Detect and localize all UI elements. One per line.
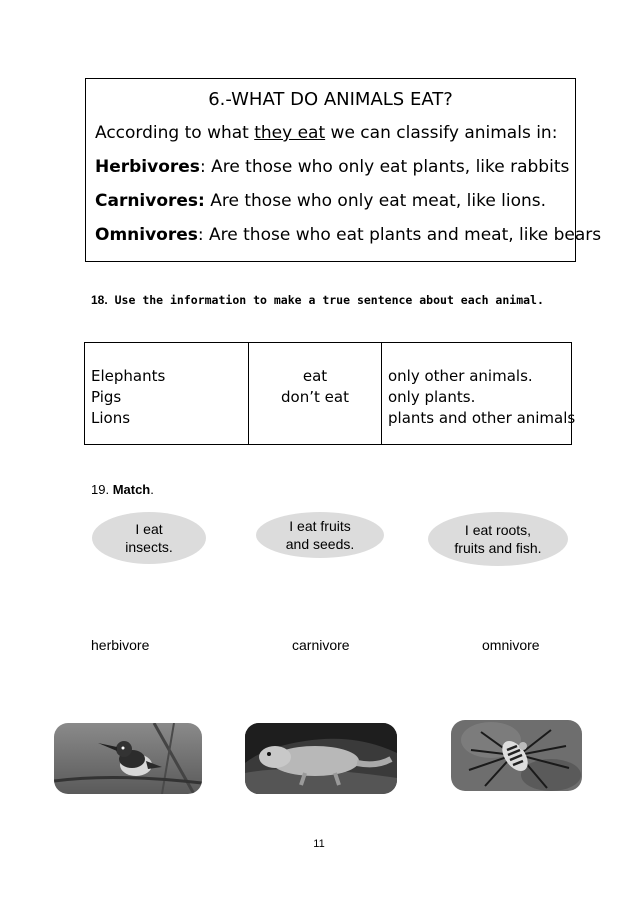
label-herbivore: herbivore	[91, 637, 150, 653]
exercise-19-instruction	[91, 482, 154, 497]
bubble-insects	[92, 512, 206, 564]
animal-item: Lions	[91, 409, 131, 427]
intro-underlined: they eat	[254, 123, 326, 143]
info-box	[85, 78, 602, 262]
bubble-line: I eat fruits	[289, 518, 351, 534]
exercise-19-end: .	[150, 482, 154, 497]
exercise-18-instruction	[91, 293, 544, 307]
food-item: plants and other animals	[388, 409, 576, 427]
label-omnivore: omnivore	[482, 637, 540, 653]
info-title: 6.-WHAT DO ANIMALS EAT?	[208, 89, 453, 110]
herbivores-text: : Are those who only eat plants, like rabbits	[199, 157, 570, 177]
animal-item: Elephants	[91, 367, 166, 385]
kingfisher-photo	[54, 723, 202, 794]
info-intro	[95, 123, 557, 143]
carnivores-line	[95, 191, 546, 211]
carnivores-term: Carnivores:	[95, 191, 205, 211]
label-carnivore: carnivore	[292, 637, 350, 653]
weasel-photo	[245, 723, 397, 794]
exercise-19-number: 19.	[91, 482, 113, 497]
herbivores-line	[95, 157, 569, 177]
bubble-roots-fish	[428, 512, 568, 566]
food-item: only other animals.	[388, 367, 533, 385]
food-item: only plants.	[388, 388, 476, 406]
animals-column	[85, 343, 249, 445]
exercise-18-number: 18.	[91, 293, 108, 307]
page-number: 11	[313, 838, 325, 850]
exercise-19-text: Match	[112, 482, 151, 497]
omnivores-text: : Are those who eat plants and meat, like bears	[197, 225, 602, 245]
intro-after: we can classify animals in:	[325, 123, 558, 143]
bubble-line: fruits and fish.	[454, 540, 542, 556]
exercise-18-text: Use the information to make a true sentence about each animal.	[114, 293, 544, 307]
intro-before: According to what	[95, 123, 255, 143]
omnivores-term: Omnivores	[95, 225, 198, 245]
herbivores-term: Herbivores	[95, 157, 200, 177]
bubble-fruits-seeds	[256, 512, 384, 558]
verbs-column	[249, 343, 382, 445]
animal-item: Pigs	[91, 388, 122, 406]
bubble-line: I eat	[135, 521, 163, 537]
verb-item: eat	[302, 367, 328, 385]
bubble-line: insects.	[125, 539, 173, 555]
bubble-line: I eat roots,	[464, 522, 532, 538]
sentence-table	[84, 342, 576, 445]
omnivores-line	[95, 225, 601, 245]
foods-column	[382, 343, 576, 445]
carnivores-text: Are those who only eat meat, like lions.	[204, 191, 547, 211]
bubble-line: and seeds.	[285, 536, 355, 552]
spider-photo	[451, 720, 582, 791]
verb-item: don’t eat	[281, 388, 349, 406]
